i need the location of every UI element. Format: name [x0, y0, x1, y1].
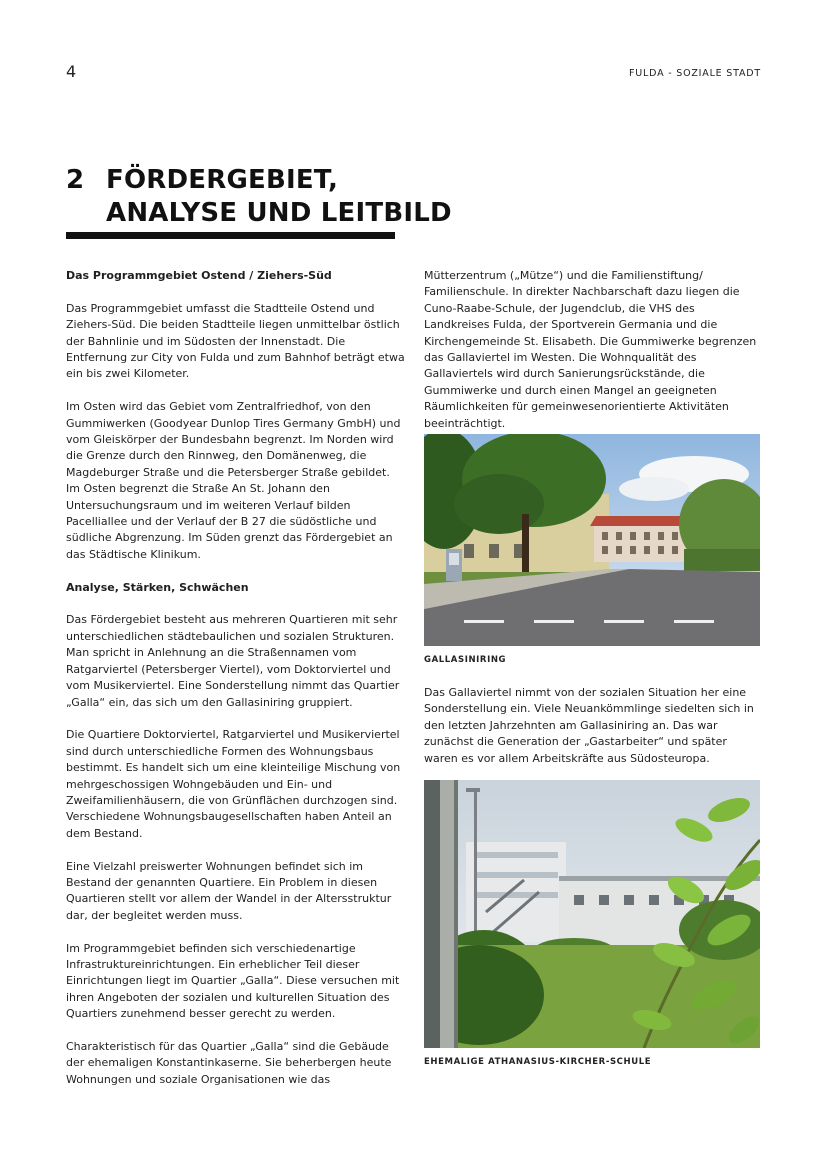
- chapter-title: [66, 164, 452, 230]
- paragraph: Im Osten wird das Gebiet vom Zentralfriedhof, von den Gummiwerken (Goodyear Dunlop Tires Germany GmbH) und vom Gleiskörper der Bundesbahn begrenzt. Im Norden wird die Grenze durch den Rinnweg, den Domänenweg, die Magdeburger Straße und die Petersberger Straße gebildet. Im Osten begrenzt die Straße An St. Johann den Untersuchungsraum und im weiteren Verlauf bilden Pacelliallee und der Verlauf der B 27 die südöstliche und südliche Abgrenzung. Im Süden grenzt das Fördergebiet an das Städtische Klinikum.: [66, 400, 401, 561]
- chapter-title-line1: 2 FÖRDERGEBIET,: [66, 165, 339, 195]
- paragraph: Im Programmgebiet befinden sich verschiedenartige Infrastruktureinrichtungen. Ein erheblicher Teil dieser Einrichtungen liegt im Quartier „Galla“. Diese versuchen mit ihren Angeboten der sozialen und kulturellen Situation des Quartiers zunehmend besser gerecht zu werden.: [66, 941, 400, 1021]
- photo-athanasius-kircher-schule: [424, 780, 760, 1048]
- paragraph: Das Fördergebiet besteht aus mehreren Quartieren mit sehr unterschiedlichen städtebaulichen und sozialen Strukturen. Man spricht in Anlehnung an die Straßennamen vom Ratgarviertel (Petersberger Viertel), vom Doktorviertel und vom Musikerviertel. Eine Sonderstellung nimmt das Quartier „Galla“ ein, das sich um den Gallasiniring gruppiert.: [66, 613, 400, 709]
- section-heading-programmgebiet: Das Programmgebiet Ostend / Ziehers-Süd: [66, 269, 332, 282]
- running-head: FULDA - SOZIALE STADT: [629, 68, 761, 79]
- paragraph: Eine Vielzahl preiswerter Wohnungen befindet sich im Bestand der genannten Quartiere. Ein Problem in diesen Quartieren stellt vor allem der Wandel in der Altersstruktur dar, der begleitet werden muss.: [66, 859, 392, 922]
- title-underline: [66, 232, 395, 239]
- photo-caption-gallasiniring: GALLASINIRING: [424, 655, 507, 665]
- paragraph: Das Gallaviertel nimmt von der sozialen Situation her eine Sonderstellung ein. Viele Neuankömmlinge siedelten sich in den letzten Jahrzehnten am Gallasiniring an. Das war zunächst die Generation der „Gastarbeiter“ und später waren es vor allem Arbeitskräfte aus Südosteuropa.: [424, 686, 754, 765]
- paragraph: Das Programmgebiet umfasst die Stadtteile Ostend und Ziehers-Süd. Die beiden Stadtteile liegen unmittelbar östlich der Bahnlinie und im Südosten der Innenstadt. Die Entfernung zur City von Fulda und zum Bahnhof beträgt etwa ein bis zwei Kilometer.: [66, 301, 405, 381]
- photo-gallasiniring: [424, 434, 760, 646]
- section-heading-analyse: Analyse, Stärken, Schwächen: [66, 580, 249, 594]
- chapter-title-line2: ANALYSE UND LEITBILD: [106, 198, 452, 228]
- photo-athanasius-kircher-schule-image: [424, 780, 760, 1048]
- photo-gallasiniring-image: [424, 434, 760, 646]
- right-column-top: [424, 268, 760, 448]
- paragraph: Mütterzentrum („Mütze“) und die Familienstiftung/ Familienschule. In direkter Nachbarschaft dazu liegen die Cuno-Raabe-Schule, der Jugendclub, die VHS des Landkreises Fulda, der Sportverein Germania und die Kirchengemeinde St. Elisabeth. Die Gummiwerke begrenzen das Gallaviertel im Westen. Die Wohnqualität des Gallaviertels wird durch Sanierungsrückstände, die Gummiwerke und durch einen Mangel an geeigneten Räumlichkeiten für gemeinwesenorientierte Aktivitäten beeinträchtigt.: [424, 269, 757, 430]
- page-number: 4: [66, 62, 77, 81]
- paragraph: Charakteristisch für das Quartier „Galla“ sind die Gebäude der ehemaligen Konstantinkaserne. Sie beherbergen heute Wohnungen und soziale Organisationen wie das: [66, 1039, 392, 1086]
- left-column: [66, 268, 406, 1105]
- chapter-number: 2: [66, 165, 85, 195]
- paragraph: Die Quartiere Doktorviertel, Ratgarviertel und Musikerviertel sind durch unterschiedliche Formen des Wohnungsbaus bestimmt. Es handelt sich um eine kleinteilige Mischung von mehrgeschossigen Wohngebäuden und Ein- und Zweifamilienhäusern, die von Grünflächen durchzogen sind. Verschiedene Wohnungsbaugesellschaften haben Anteil an dem Bestand.: [66, 728, 401, 840]
- photo-caption-athanasius-kircher-schule: EHEMALIGE ATHANASIUS-KIRCHER-SCHULE: [424, 1057, 652, 1067]
- right-column-middle: [424, 685, 760, 783]
